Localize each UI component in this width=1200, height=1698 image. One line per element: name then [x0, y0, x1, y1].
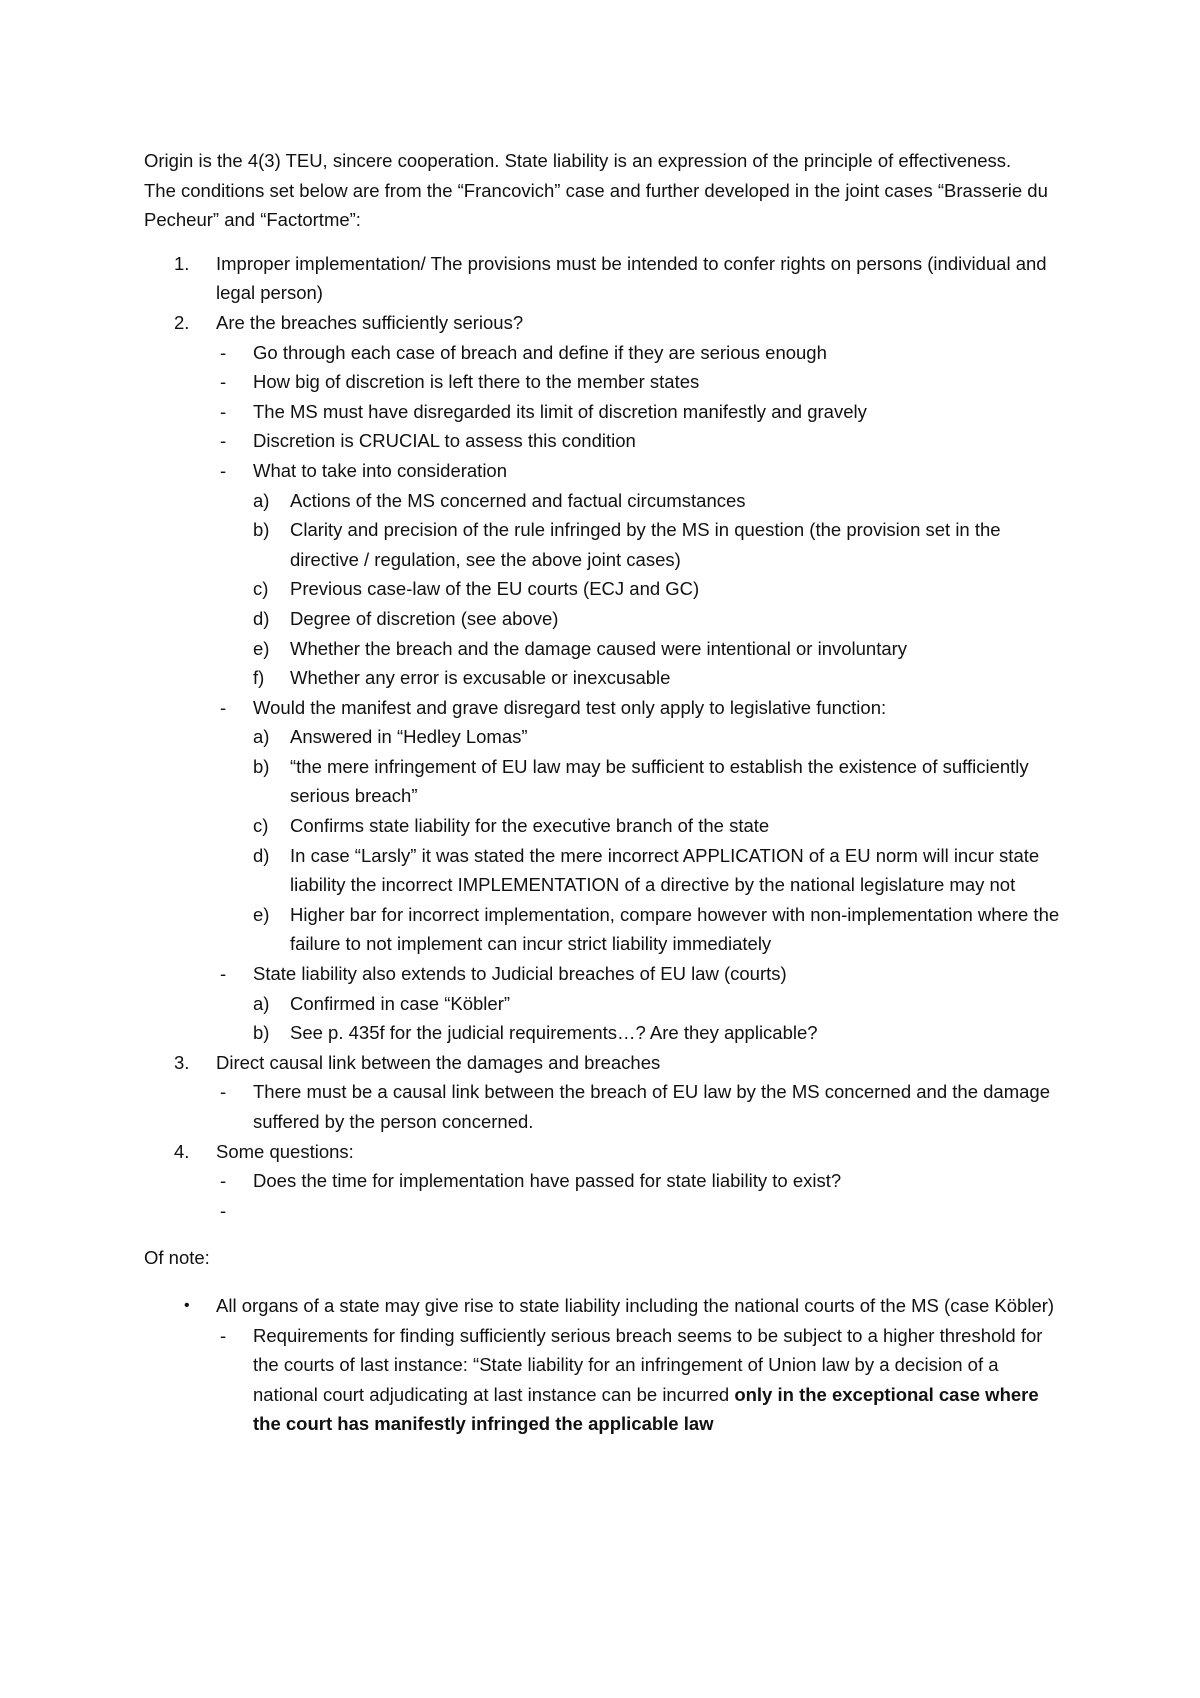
dash-text-bold: only in the exceptional case where the court has manifestly infringed the applicable law — [253, 1383, 1039, 1435]
list-marker: 4. — [174, 1140, 190, 1162]
sub-marker: e) — [253, 903, 270, 925]
sub-marker: a) — [253, 992, 270, 1014]
sub-marker: f) — [253, 667, 265, 689]
condition-text: Some questions: — [216, 1140, 354, 1162]
sub-text: Whether any error is excusable or inexcusable — [290, 667, 671, 689]
sub-text: “the mere infringement of EU law may be sufficient to establish the existence of sufficiently serious breach” — [290, 755, 1029, 807]
sub-item — [144, 515, 1064, 574]
dash-text: The MS must have disregarded its limit of discretion manifestly and gravely — [253, 400, 867, 422]
dash-item — [144, 1077, 1064, 1136]
sub-marker: a) — [253, 726, 270, 748]
dash-text: State liability also extends to Judicial breaches of EU law (courts) — [253, 963, 787, 985]
dash-text — [253, 1325, 1042, 1435]
sub-marker: c) — [253, 578, 269, 600]
bullet-marker: • — [184, 1296, 190, 1314]
list-marker: 2. — [174, 311, 190, 333]
sub-item — [144, 574, 1064, 604]
sub-marker: a) — [253, 489, 270, 511]
dash-marker: - — [220, 963, 227, 985]
sub-item — [144, 604, 1064, 634]
sub-item — [144, 989, 1064, 1019]
dash-marker: - — [220, 371, 227, 393]
sub-marker: d) — [253, 607, 270, 629]
dash-marker: - — [220, 1324, 227, 1346]
sub-item — [144, 900, 1064, 959]
dash-text: Does the time for implementation have passed for state liability to exist? — [253, 1170, 842, 1192]
dash-item — [144, 338, 1064, 368]
sub-text: See p. 435f for the judicial requirements…? Are they applicable? — [290, 1022, 818, 1044]
dash-text: How big of discretion is left there to the member states — [253, 371, 700, 393]
sub-marker: b) — [253, 755, 270, 777]
sub-marker: b) — [253, 519, 270, 541]
sub-item — [144, 663, 1064, 693]
sub-item — [144, 486, 1064, 516]
dash-marker: - — [220, 430, 227, 452]
document-body — [144, 146, 1064, 1439]
dash-item-empty — [144, 1196, 1064, 1226]
list-marker: 3. — [174, 1051, 190, 1073]
note-bullet-item — [144, 1291, 1064, 1321]
dash-text: There must be a causal link between the breach of EU law by the MS concerned and the damage suffered by the person concerned. — [253, 1081, 1050, 1132]
condition-text: Improper implementation/ The provisions must be intended to confer rights on persons (individual and legal person) — [216, 252, 1047, 304]
dash-marker: - — [220, 400, 227, 422]
dash-text: Discretion is CRUCIAL to assess this condition — [253, 430, 636, 452]
sub-item — [144, 722, 1064, 752]
sub-text: Whether the breach and the damage caused were intentional or involuntary — [290, 637, 908, 659]
of-note-heading: Of note: — [144, 1247, 210, 1269]
sub-marker: e) — [253, 637, 270, 659]
list-marker: 1. — [174, 252, 190, 274]
sub-item — [144, 841, 1064, 900]
sub-text: Clarity and precision of the rule infringed by the MS in question (the provision set in the directive / regulation, see the above joint cases) — [290, 519, 1001, 570]
sub-item — [144, 634, 1064, 664]
dash-marker: - — [220, 459, 227, 481]
condition-text: Direct causal link between the damages and breaches — [216, 1051, 661, 1073]
sub-marker: b) — [253, 1022, 270, 1044]
sub-text: Confirms state liability for the executive branch of the state — [290, 815, 770, 837]
dash-marker: - — [220, 341, 227, 363]
sub-item — [144, 752, 1064, 811]
dash-item — [144, 367, 1064, 397]
sub-marker: d) — [253, 844, 270, 866]
dash-marker: - — [220, 696, 227, 718]
condition-item-4 — [144, 1137, 1064, 1167]
dash-text-normal: Requirements for finding sufficiently serious breach seems to be subject to a higher threshold for the courts of last instance: “State liability for an infringement of Union law by a decision of a national court adjudicating at last instance can be incurred — [253, 1324, 1043, 1405]
dash-marker: - — [220, 1081, 227, 1103]
dash-item — [144, 426, 1064, 456]
dash-text: What to take into consideration — [253, 459, 508, 481]
sub-text: Actions of the MS concerned and factual circumstances — [290, 489, 746, 511]
dash-item — [144, 959, 1064, 989]
dash-text — [253, 1200, 258, 1221]
dash-item — [144, 693, 1064, 723]
sub-item — [144, 1018, 1064, 1048]
sub-text: Previous case-law of the EU courts (ECJ and GC) — [290, 578, 700, 600]
condition-text: Are the breaches sufficiently serious? — [216, 311, 524, 333]
dash-item — [144, 397, 1064, 427]
dash-item — [144, 1321, 1064, 1439]
dash-marker: - — [220, 1170, 227, 1192]
intro-paragraph-conditions: The conditions set below are from the “Francovich” case and further developed in the joint cases “Brasserie du Pecheur” and “Factortme”: — [144, 179, 1048, 231]
bullet-text: All organs of a state may give rise to state liability including the national courts of the MS (case Köbler) — [216, 1294, 1055, 1316]
dash-marker: - — [220, 1199, 227, 1221]
sub-item — [144, 811, 1064, 841]
sub-marker: c) — [253, 815, 269, 837]
condition-item-3 — [144, 1048, 1064, 1078]
sub-text: Confirmed in case “Köbler” — [290, 992, 511, 1014]
intro-paragraph-origin: Origin is the 4(3) TEU, sincere cooperation. State liability is an expression of the principle of effectiveness. — [144, 150, 1012, 171]
dash-item — [144, 456, 1064, 486]
sub-text: Answered in “Hedley Lomas” — [290, 726, 528, 748]
condition-item-2 — [144, 308, 1064, 338]
condition-item-1 — [144, 249, 1064, 308]
dash-text: Would the manifest and grave disregard test only apply to legislative function: — [253, 696, 887, 718]
sub-text: Degree of discretion (see above) — [290, 607, 559, 629]
sub-text: Higher bar for incorrect implementation, compare however with non-implementation where the failure to not implement can incur strict liability immediately — [290, 903, 1060, 955]
sub-text: In case “Larsly” it was stated the mere incorrect APPLICATION of a EU norm will incur state liability the incorrect IMPLEMENTATION of a directive by the national legislature may not — [290, 844, 1040, 896]
dash-item — [144, 1166, 1064, 1196]
dash-text: Go through each case of breach and define if they are serious enough — [253, 341, 827, 363]
